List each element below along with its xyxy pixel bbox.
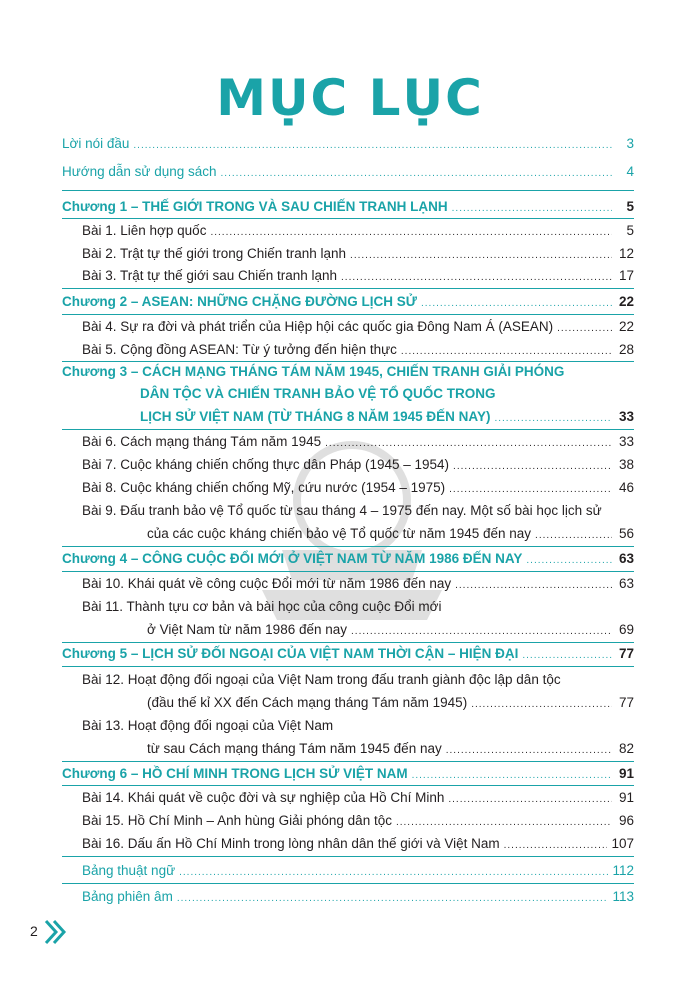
- divider: [62, 218, 634, 219]
- toc-lesson-3[interactable]: Bài 3. Trật tự thế giới sau Chiến tranh lạnh ..... 17: [82, 266, 634, 288]
- toc-lesson-16[interactable]: Bài 16. Dấu ấn Hồ Chí Minh trong lòng nhân dân thế giới và Việt Nam ..... 107: [82, 834, 634, 856]
- divider: [62, 288, 634, 289]
- toc-lesson-9[interactable]: của các cuộc kháng chiến bảo vệ Tổ quốc từ năm 1945 đến nay ..... 56: [82, 524, 634, 546]
- toc-chapter-3[interactable]: LỊCH SỬ VIỆT NAM (TỪ THÁNG 8 NĂM 1945 ĐẾN NAY) ..... 33: [140, 407, 634, 429]
- toc-entry-pronunciation[interactable]: Bảng phiên âm ..... 113: [82, 887, 634, 909]
- divider: [62, 642, 634, 643]
- toc-lesson-14[interactable]: Bài 14. Khái quát về cuộc đời và sự nghiệp của Hồ Chí Minh ..... 91: [82, 788, 634, 810]
- divider: [62, 190, 634, 191]
- toc-lesson-6[interactable]: Bài 6. Cách mạng tháng Tám năm 1945 ..... 33: [82, 432, 634, 454]
- toc-chapter-5[interactable]: Chương 5 – LỊCH SỬ ĐỐI NGOẠI CỦA VIỆT NAM THỜI CẬN – HIỆN ĐẠI ..... 77: [62, 644, 634, 666]
- divider: [62, 666, 634, 667]
- toc-entry-foreword[interactable]: Lời nói đầu ..... 3: [62, 134, 634, 156]
- toc-lesson-11[interactable]: ở Việt Nam từ năm 1986 đến nay ..... 69: [82, 620, 634, 642]
- divider: [62, 546, 634, 547]
- chevron-right-icon: [44, 919, 68, 945]
- toc-lesson-12-line1[interactable]: Bài 12. Hoạt động đối ngoại của Việt Nam trong đấu tranh giành độc lập dân tộc: [82, 672, 561, 687]
- page-number: 2: [30, 923, 38, 939]
- toc-lesson-9-line1[interactable]: Bài 9. Đấu tranh bảo vệ Tổ quốc từ sau tháng 4 – 1975 đến nay. Một số bài học lịch sử: [82, 503, 602, 518]
- toc-lesson-4[interactable]: Bài 4. Sự ra đời và phát triển của Hiệp hội các quốc gia Đông Nam Á (ASEAN) ..... 22: [82, 317, 634, 339]
- divider: [62, 883, 634, 884]
- toc-lesson-8[interactable]: Bài 8. Cuộc kháng chiến chống Mỹ, cứu nước (1954 – 1975) ..... 46: [82, 478, 634, 500]
- toc-lesson-12[interactable]: (đầu thế kỉ XX đến Cách mạng tháng Tám năm 1945) ..... 77: [82, 693, 634, 715]
- toc-chapter-3-line1[interactable]: Chương 3 – CÁCH MẠNG THÁNG TÁM NĂM 1945, CHIẾN TRANH GIẢI PHÓNG: [62, 364, 565, 379]
- toc-entry-guide[interactable]: Hướng dẫn sử dụng sách ..... 4: [62, 162, 634, 184]
- toc-chapter-6[interactable]: Chương 6 – HỒ CHÍ MINH TRONG LỊCH SỬ VIỆT NAM ..... 91: [62, 764, 634, 786]
- divider: [62, 856, 634, 857]
- toc-lesson-13[interactable]: từ sau Cách mạng tháng Tám năm 1945 đến nay ..... 82: [82, 739, 634, 761]
- toc-lesson-2[interactable]: Bài 2. Trật tự thế giới trong Chiến tranh lạnh ..... 12: [82, 244, 634, 266]
- divider: [62, 314, 634, 315]
- toc-lesson-10[interactable]: Bài 10. Khái quát về công cuộc Đổi mới từ năm 1986 đến nay ..... 63: [82, 574, 634, 596]
- toc-entry-glossary[interactable]: Bảng thuật ngữ ..... 112: [82, 861, 634, 883]
- divider: [62, 571, 634, 572]
- toc-lesson-11-line1[interactable]: Bài 11. Thành tựu cơ bản và bài học của công cuộc Đổi mới: [82, 599, 442, 614]
- divider: [62, 761, 634, 762]
- page-title: MỤC LỤC: [216, 69, 484, 127]
- divider: [62, 785, 634, 786]
- divider: [62, 429, 634, 430]
- toc-chapter-2[interactable]: Chương 2 – ASEAN: NHỮNG CHẶNG ĐƯỜNG LỊCH SỬ ..... 22: [62, 292, 634, 314]
- toc-lesson-5[interactable]: Bài 5. Cộng đồng ASEAN: Từ ý tưởng đến hiện thực ..... 28: [82, 340, 634, 362]
- toc-lesson-7[interactable]: Bài 7. Cuộc kháng chiến chống thực dân Pháp (1945 – 1954) ..... 38: [82, 455, 634, 477]
- toc-lesson-13-line1[interactable]: Bài 13. Hoạt động đối ngoại của Việt Nam: [82, 718, 334, 733]
- toc-chapter-1[interactable]: Chương 1 – THẾ GIỚI TRONG VÀ SAU CHIẾN TRANH LẠNH ..... 5: [62, 197, 634, 219]
- toc-chapter-3-line2: DÂN TỘC VÀ CHIẾN TRANH BẢO VỆ TỔ QUỐC TRONG: [140, 386, 496, 401]
- toc-lesson-1[interactable]: Bài 1. Liên hợp quốc ..... 5: [82, 221, 634, 243]
- toc-chapter-4[interactable]: Chương 4 – CÔNG CUỘC ĐỔI MỚI Ở VIỆT NAM TỪ NĂM 1986 ĐẾN NAY ..... 63: [62, 549, 634, 571]
- toc-lesson-15[interactable]: Bài 15. Hồ Chí Minh – Anh hùng Giải phóng dân tộc ..... 96: [82, 811, 634, 833]
